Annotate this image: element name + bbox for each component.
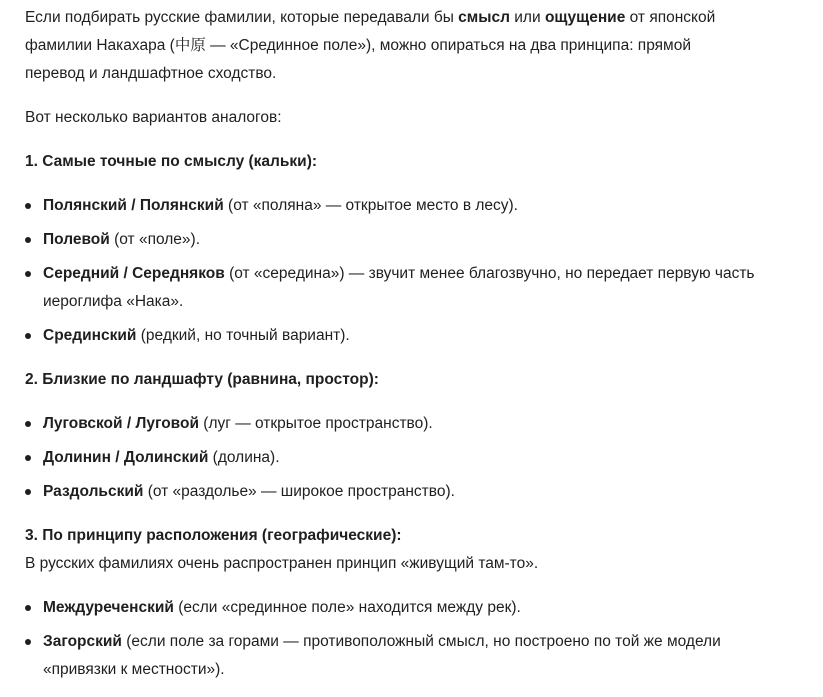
surname-note: (от «поляна» — открытое место в лесу). xyxy=(223,197,518,214)
surname: Междуреченский xyxy=(43,599,174,616)
intro-paragraph xyxy=(25,4,815,88)
intro-text: Если подбирать русские фамилии, которые передавали бы xyxy=(25,9,459,26)
surname-note: (долина). xyxy=(208,449,280,466)
surname: Раздольский xyxy=(43,483,144,500)
surname-note: «привязки к местности»). xyxy=(43,661,225,678)
list-item xyxy=(43,594,813,622)
intro-text: фамилии Накахара (中原 — «Срединное поле»), можно опираться на два принципа: прямой xyxy=(25,37,691,54)
surname-note: иероглифа «Нака». xyxy=(43,293,184,310)
intro-text: от японской xyxy=(625,9,716,26)
surname-note: (если «срединное поле» находится между рек). xyxy=(173,599,521,616)
surname: Загорский xyxy=(43,633,122,650)
surname-note: (от «поле»). xyxy=(109,231,201,248)
bullet-icon xyxy=(25,237,31,243)
intro-text: или xyxy=(509,9,545,26)
bullet-icon xyxy=(25,489,31,495)
list-item xyxy=(43,260,813,316)
bullet-icon xyxy=(25,605,31,611)
surname: Луговской / Луговой xyxy=(43,415,199,432)
list-item xyxy=(43,444,813,472)
lead-text: Вот несколько вариантов аналогов: xyxy=(25,109,282,126)
bullet-icon xyxy=(25,271,31,277)
section-heading: 3. По принципу расположения (географические): xyxy=(25,527,402,544)
intro-text: перевод и ландшафтное сходство. xyxy=(25,65,277,82)
section-heading: 1. Самые точные по смыслу (кальки): xyxy=(25,153,318,170)
list-item xyxy=(43,478,813,506)
bullet-icon xyxy=(25,455,31,461)
surname: Срединский xyxy=(43,327,137,344)
list-item xyxy=(43,628,813,684)
surname-note: (от «раздолье» — широкое пространство). xyxy=(143,483,455,500)
list-item xyxy=(43,192,813,220)
surname: Середний / Середняков xyxy=(43,265,225,282)
bullet-icon xyxy=(25,333,31,339)
list-item xyxy=(43,322,813,350)
surname-note: (редкий, но точный вариант). xyxy=(136,327,350,344)
intro-bold-feeling: ощущение xyxy=(544,9,626,26)
surname-note: (если поле за горами — противоположный смысл, но построено по той же модели xyxy=(121,633,721,650)
section-subtext: В русских фамилиях очень распространен принцип «живущий там-то». xyxy=(25,555,539,572)
list-item xyxy=(43,410,813,438)
bullet-icon xyxy=(25,639,31,645)
list-item xyxy=(43,226,813,254)
bullet-icon xyxy=(25,421,31,427)
section-heading: 2. Близкие по ландшафту (равнина, простор): xyxy=(25,371,379,388)
surname-note: (луг — открытое пространство). xyxy=(198,415,433,432)
surname-note: (от «середина») — звучит менее благозвучно, но передает первую часть xyxy=(224,265,755,282)
bullet-icon xyxy=(25,203,31,209)
surname: Долинин / Долинский xyxy=(43,449,209,466)
intro-bold-meaning: смысл xyxy=(458,9,510,26)
surname: Полевой xyxy=(43,231,110,248)
surname: Полянский / Полянский xyxy=(43,197,224,214)
